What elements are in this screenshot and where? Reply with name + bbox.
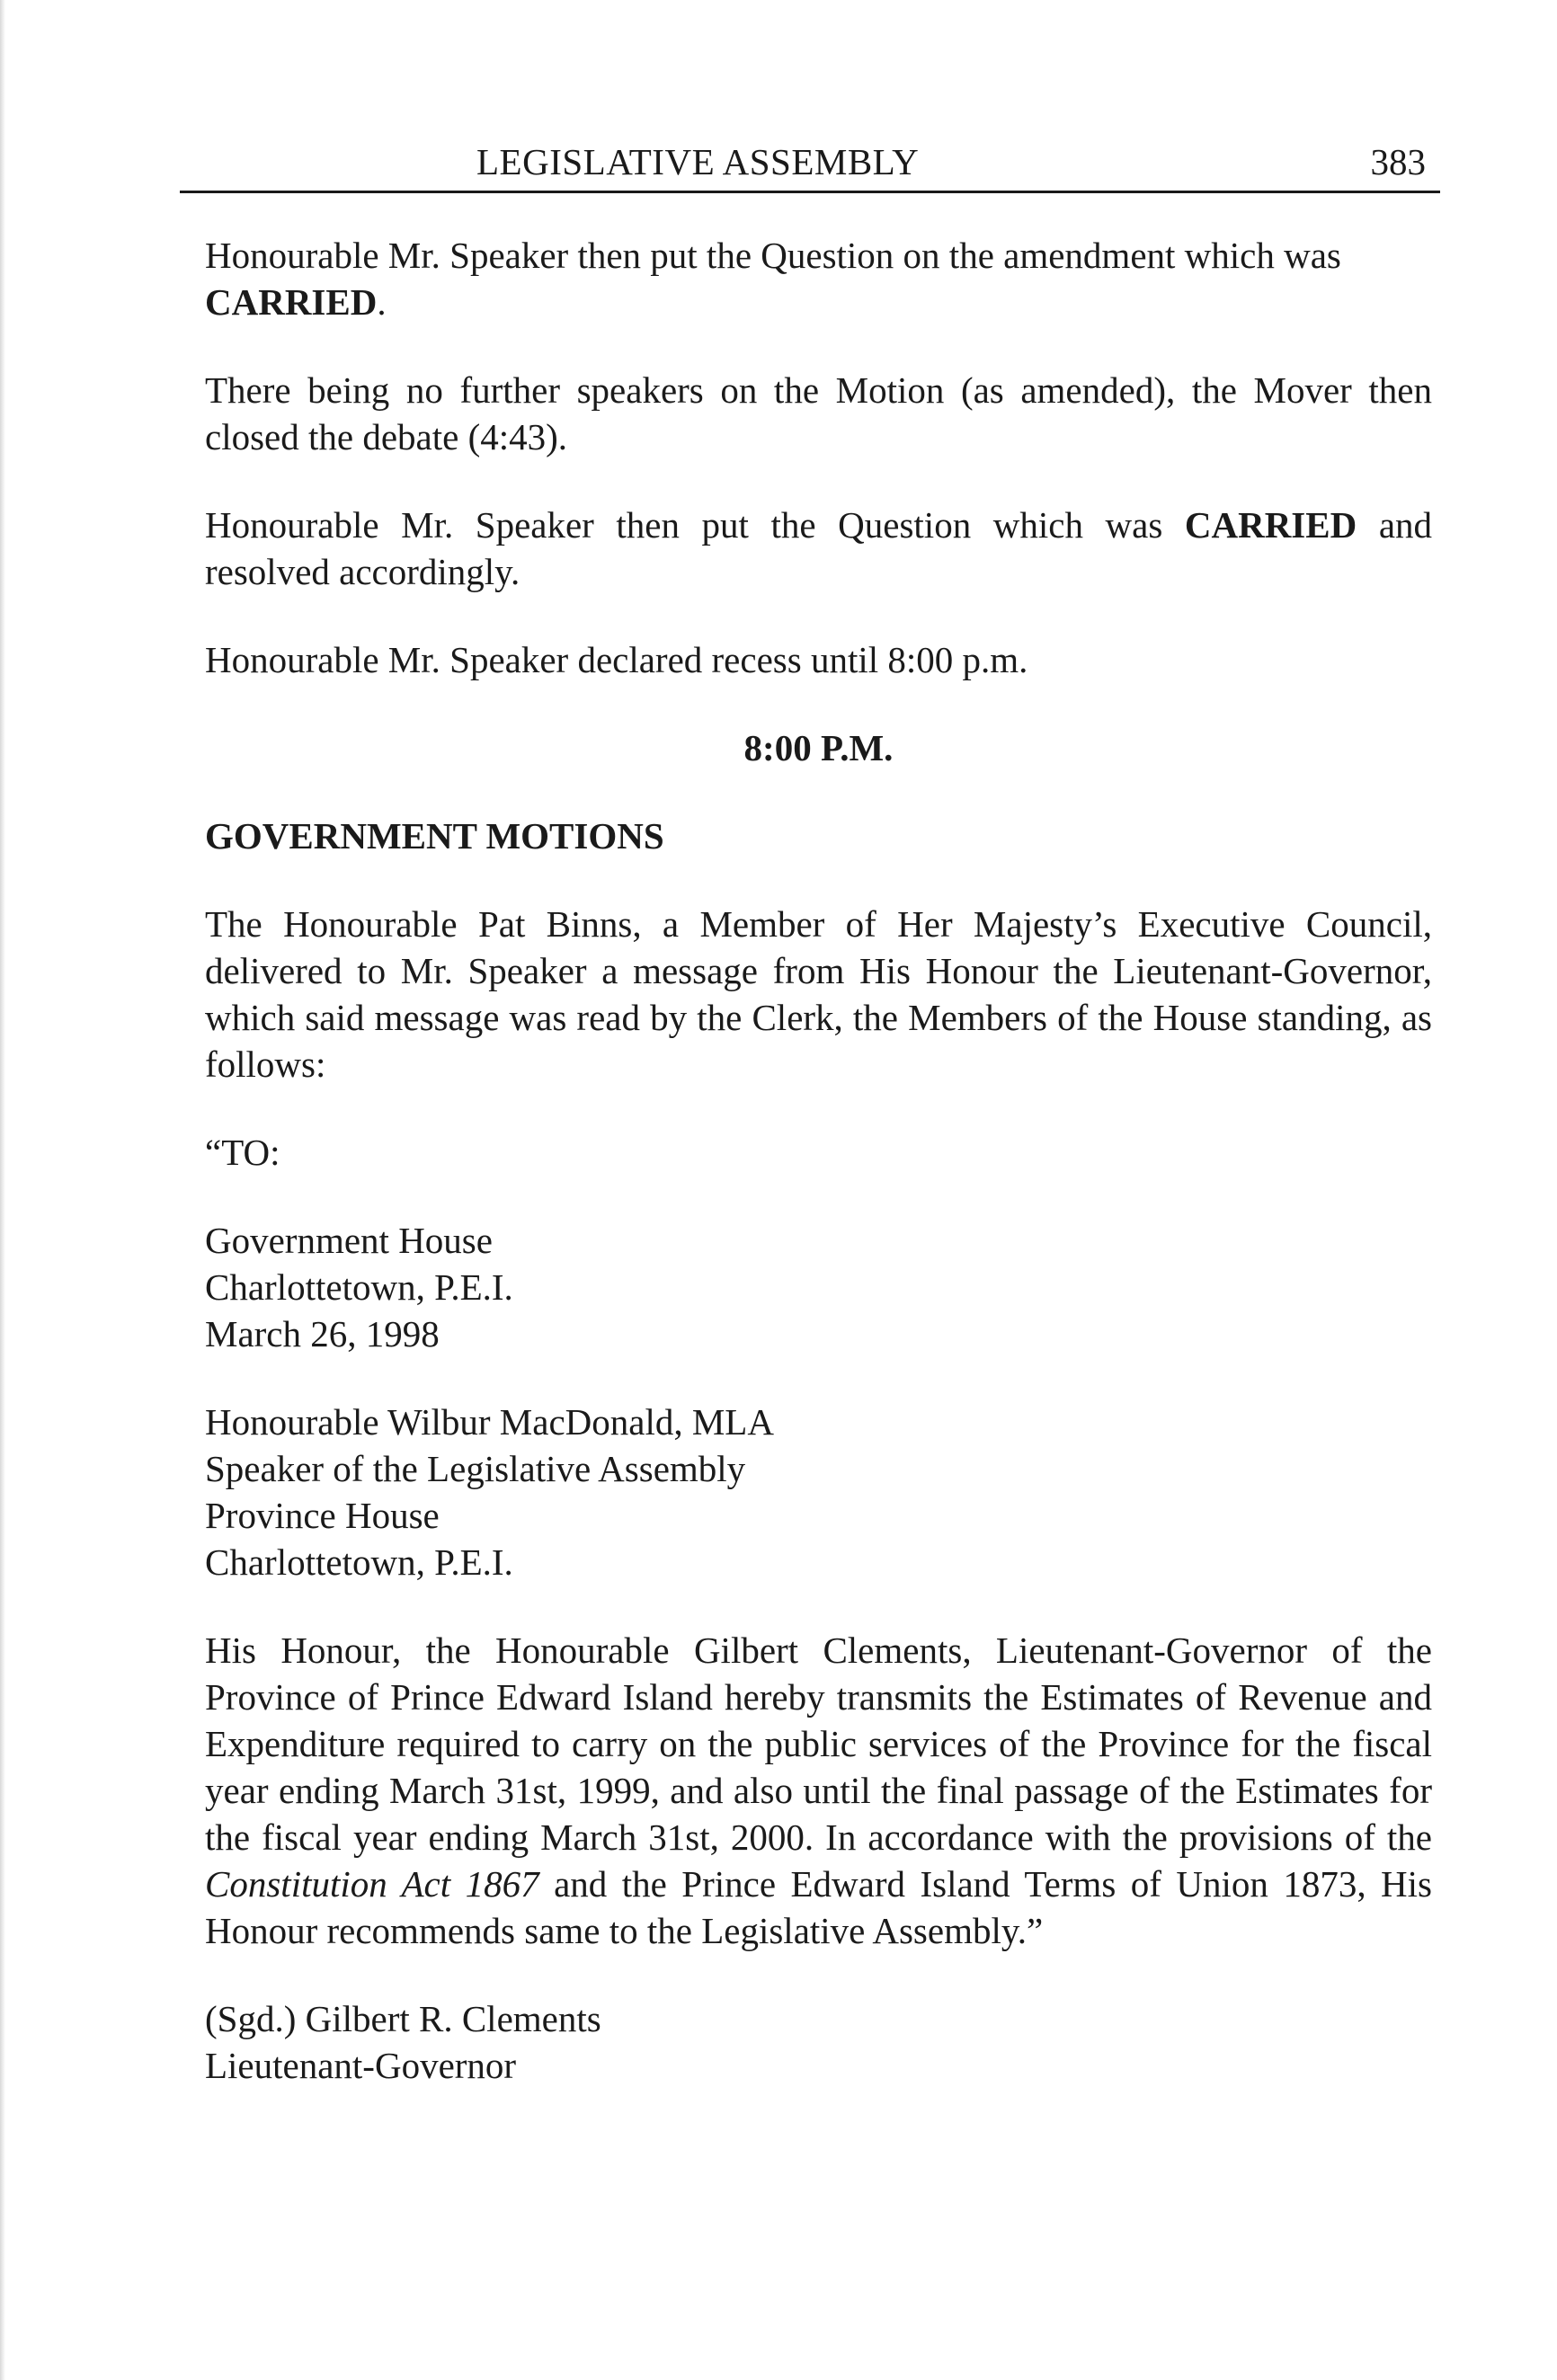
time-heading: 8:00 P.M. bbox=[743, 727, 894, 768]
paragraph-end: . bbox=[377, 281, 387, 323]
message-text: and the Prince Edward Island Terms of Union 1873, His Honour recommends same to the Legislative Assembly.” bbox=[205, 1863, 1432, 1951]
recipient-address bbox=[205, 1399, 1432, 1585]
signature-name: (Sgd.) Gilbert R. Clements bbox=[205, 1998, 601, 2039]
paragraph-text: Honourable Mr. Speaker then put the Question on the amendment which was bbox=[205, 235, 1341, 276]
paragraph-text: Honourable Mr. Speaker then put the Question which was bbox=[205, 504, 1163, 546]
carried-label: CARRIED bbox=[1184, 504, 1357, 546]
address-line: Charlottetown, P.E.I. bbox=[205, 1266, 513, 1308]
message-text: His Honour, the Honourable Gilbert Clements, Lieutenant-Governor of the Province of Prince Edward Island hereby transmits the Estimates of Revenue and Expenditure required to carry on the public services of the Province for the fiscal year ending March 31st, 1999, and also until the final passage of the Estimates for the fiscal year ending March 31st, 2000. In accordance with the provisions of the bbox=[205, 1630, 1432, 1858]
message-body bbox=[205, 1627, 1432, 1954]
header-rule bbox=[180, 191, 1440, 193]
signature-title: Lieutenant-Governor bbox=[205, 2045, 517, 2086]
page-body bbox=[205, 232, 1432, 2130]
page-header bbox=[205, 135, 1429, 189]
address-line: Charlottetown, P.E.I. bbox=[205, 1541, 513, 1583]
paragraph-question-carried bbox=[205, 502, 1432, 595]
act-title: Constitution Act 1867 bbox=[205, 1863, 539, 1905]
address-line: Government House bbox=[205, 1220, 493, 1261]
address-date: March 26, 1998 bbox=[205, 1313, 440, 1354]
paragraph-recess: Honourable Mr. Speaker declared recess until 8:00 p.m. bbox=[205, 639, 1028, 680]
paragraph-text: and resolved accordingly. bbox=[205, 504, 1433, 592]
page-edge bbox=[0, 0, 5, 2380]
sender-address bbox=[205, 1217, 1432, 1357]
address-line: Honourable Wilbur MacDonald, MLA bbox=[205, 1401, 774, 1443]
address-line: Province House bbox=[205, 1495, 440, 1536]
page-number: 383 bbox=[1370, 141, 1426, 182]
paragraph-amendment-carried bbox=[205, 232, 1432, 325]
paragraph-debate-closed: There being no further speakers on the Motion (as amended), the Mover then closed the debate (4:43). bbox=[205, 369, 1432, 457]
carried-label: CARRIED bbox=[205, 281, 378, 323]
running-title: LEGISLATIVE ASSEMBLY bbox=[476, 141, 920, 182]
salutation: “TO: bbox=[205, 1132, 280, 1173]
address-line: Speaker of the Legislative Assembly bbox=[205, 1448, 746, 1489]
section-heading: GOVERNMENT MOTIONS bbox=[205, 815, 664, 857]
signature-block bbox=[205, 1995, 1432, 2089]
message-intro: The Honourable Pat Binns, a Member of Her Majesty’s Executive Council, delivered to Mr. Speaker a message from His Honour the Lieutenant-Governor, which said message was read by the Clerk, the Members of the House standing, as follows: bbox=[205, 903, 1432, 1085]
